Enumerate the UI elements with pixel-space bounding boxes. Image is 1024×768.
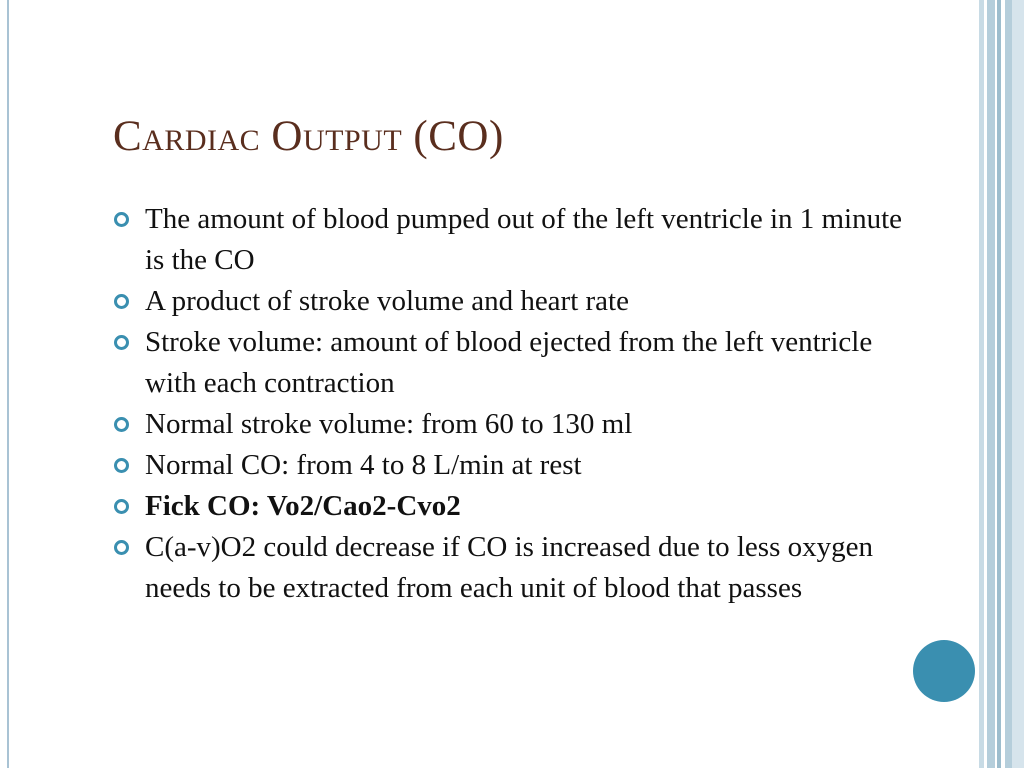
bullet-list [113,199,913,609]
bullet-item [113,404,913,445]
bullet-text: Stroke volume: amount of blood ejected from the left ventricle with each contraction [145,326,873,399]
bullet-item [113,199,913,281]
bullet-item [113,527,913,609]
bullet-text: Normal CO: from 4 to 8 L/min at rest [145,449,582,481]
slide-title: Cardiac Output (CO) [113,113,504,160]
bullet-item [113,322,913,404]
decorative-circle [913,640,975,702]
bullet-circle-icon [114,212,129,227]
bullet-circle-icon [114,499,129,514]
bullet-circle-icon [114,294,129,309]
bullet-item [113,281,913,322]
bullet-text: Fick CO: Vo2/Cao2-Cvo2 [145,490,461,522]
bullet-circle-icon [114,458,129,473]
right-stripe [1012,0,1024,768]
bullet-circle-icon [114,335,129,350]
left-frame-line [7,0,9,768]
bullet-text: C(a-v)O2 could decrease if CO is increased due to less oxygen needs to be extracted from each unit of blood that passes [145,531,873,604]
bullet-text: A product of stroke volume and heart rate [145,285,629,317]
bullet-text: The amount of blood pumped out of the left ventricle in 1 minute is the CO [145,203,903,276]
bullet-item [113,486,913,527]
right-stripe [987,0,995,768]
right-stripe [1005,0,1012,768]
bullet-item [113,445,913,486]
bullet-circle-icon [114,540,129,555]
bullet-text: Normal stroke volume: from 60 to 130 ml [145,408,633,440]
bullet-circle-icon [114,417,129,432]
